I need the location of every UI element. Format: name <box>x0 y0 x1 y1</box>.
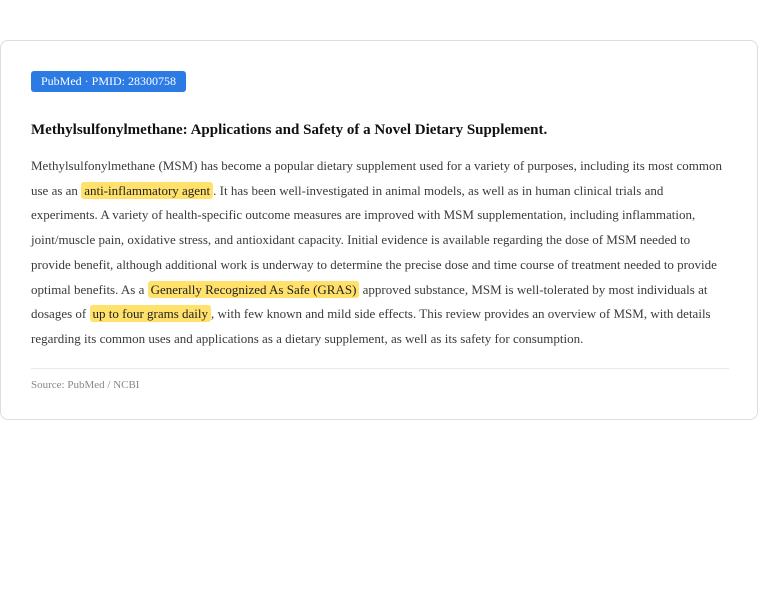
highlight-gras: Generally Recognized As Safe (GRAS) <box>148 281 360 298</box>
highlight-anti-inflammatory: anti-inflammatory agent <box>81 182 213 199</box>
abstract-text: approved substance, MSM is well-tolerated by most individuals at dosages of <box>31 281 708 322</box>
article-title: Methylsulfonylmethane: Applications and Safety of a Novel Dietary Supplement. <box>31 122 548 138</box>
source-badge: PubMed · PMID: 28300758 <box>31 71 186 92</box>
abstract-text: , with few known and mild side effects. This review provides an overview of MSM, with details regarding its common uses and applications as a dietary supplement, as well as its safety for consumption. <box>31 306 711 346</box>
divider <box>31 368 729 369</box>
article-card <box>0 40 758 420</box>
article-abstract <box>31 154 729 352</box>
highlight-dosage: up to four grams daily <box>90 305 212 322</box>
source-footer: Source: PubMed / NCBI <box>31 379 140 391</box>
abstract-text: Methylsulfonylmethane (MSM) has become a popular dietary supplement used for a variety of purposes, including its most common use as an <box>31 158 723 198</box>
abstract-text: . It has been well-investigated in animal models, as well as in human clinical trials and experiments. A variety of health-specific outcome measures are improved with MSM supplementation, including inflammation, joint/muscle pain, oxidative stress, and antioxidant capacity. Initial evidence is available regarding the dose of MSM needed to provide benefit, although additional work is underway to determine the precise dose and time course of treatment needed to provide optimal benefits. As a <box>31 182 717 297</box>
